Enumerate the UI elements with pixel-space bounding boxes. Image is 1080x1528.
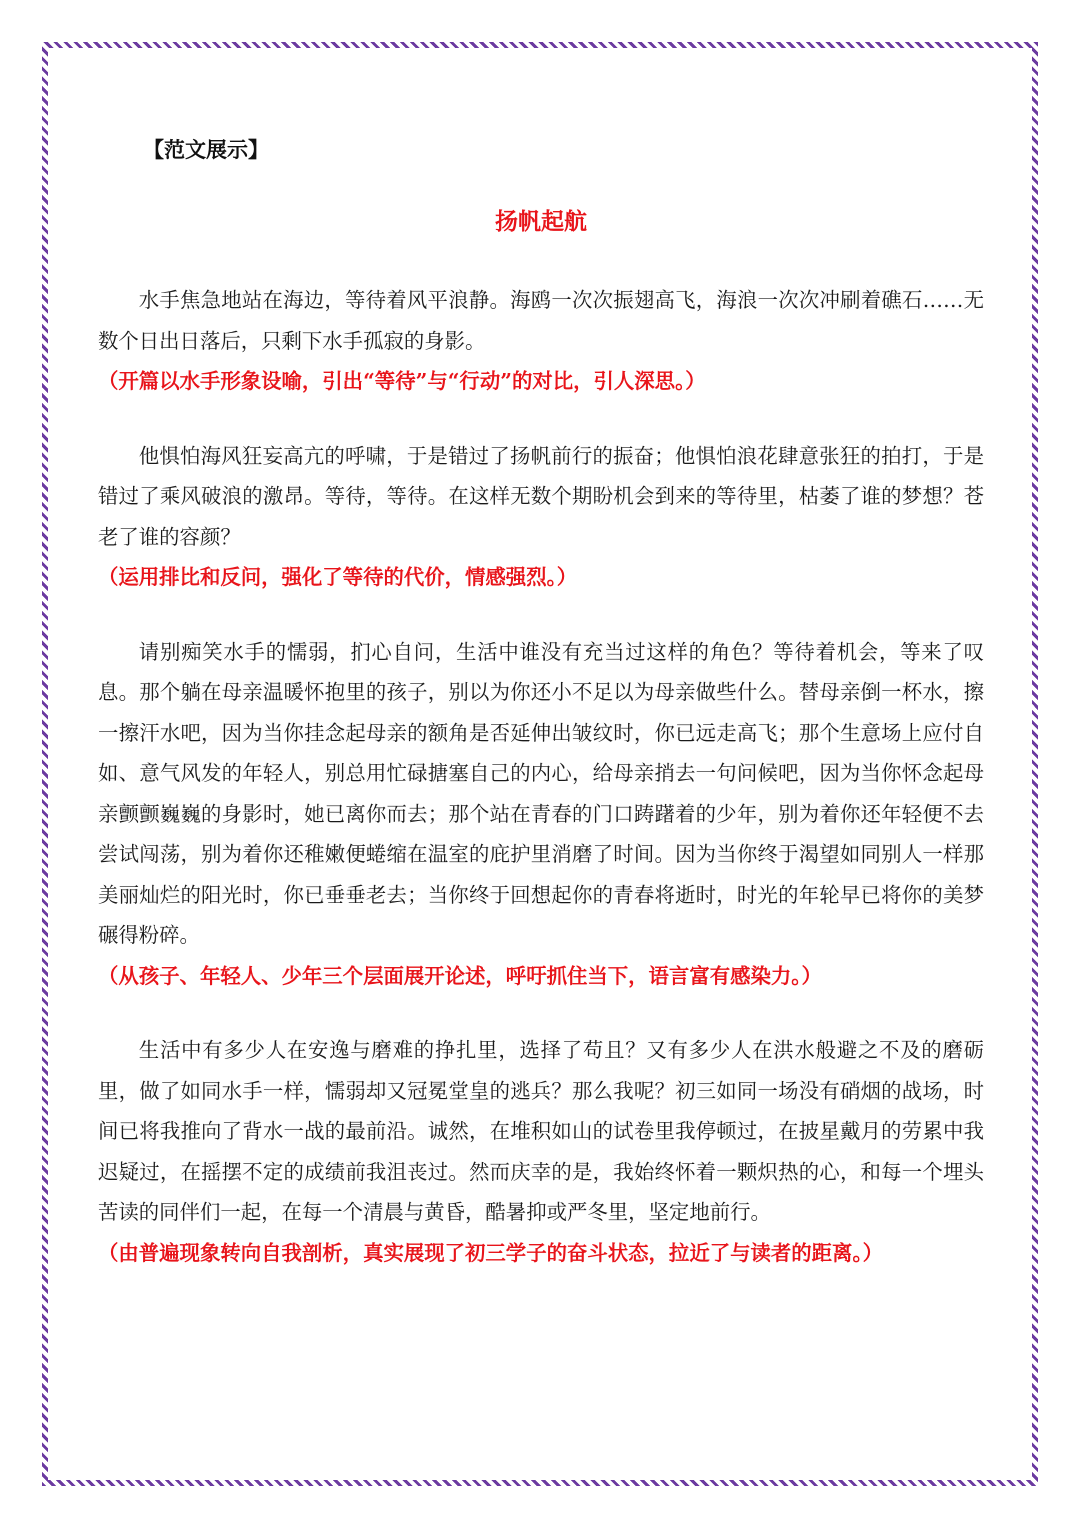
article-title: 扬帆起航 — [495, 208, 587, 235]
essay-paragraph-1: 水手焦急地站在海边，等待着风平浪静。海鸥一次次振翅高飞，海浪一次次冲刷着礁石……无数个日出日落后，只剩下水手孤寂的身影。 — [98, 288, 984, 353]
annotation-comment-4: （由普遍现象转向自我剖析，真实展现了初三学子的奋斗状态，拉近了与读者的距离。） — [98, 1240, 884, 1265]
annotation-comment-1: （开篇以水手形象设喻，引出“等待”与“行动”的对比，引人深思。） — [98, 369, 706, 393]
essay-paragraph-3: 请别痴笑水手的懦弱，扪心自问，生活中谁没有充当过这样的角色？等待着机会，等来了叹息。那个躺在母亲温暖怀抱里的孩子，别以为你还小不足以为母亲做些什么。替母亲倒一杯水，擦一擦汗水吧，因为当你挂念起母亲的额角是否延伸出皱纹时，你已远走高飞；那个生意场上应付自如、意气风发的年轻人，别总用忙碌搪塞自己的内心，给母亲捎去一句问候吧，因为当你怀念起母亲颤颤巍巍的身影时，她已离你而去；那个站在青春的门口踌躇着的少年，别为着你还年轻便不去尝试闯荡，别为着你还稚嫩便蜷缩在温室的庇护里消磨了时间。因为当你终于渴望如同别人一样那美丽灿烂的阳光时，你已垂垂老去；当你终于回想起你的青春将逝时，时光的年轮早已将你的美梦碾得粉碎。 — [98, 639, 984, 947]
essay-paragraph-4: 生活中有多少人在安逸与磨难的挣扎里，选择了苟且？又有多少人在洪水般避之不及的磨砺里，做了如同水手一样，懦弱却又冠冕堂皇的逃兵？那么我呢？初三如同一场没有硝烟的战场，时间已将我推向了背水一战的最前沿。诚然，在堆积如山的试卷里我停顿过，在披星戴月的劳累中我迟疑过，在摇摆不定的成绩前我沮丧过。然而庆幸的是，我始终怀着一颗炽热的心，和每一个埋头苦读的同伴们一起，在每一个清晨与黄昏，酷暑抑或严冬里，坚定地前行。 — [98, 1038, 984, 1224]
essay-content — [98, 130, 984, 1273]
section-label: 【范文展示】 — [143, 137, 269, 162]
essay-paragraph-2: 他惧怕海风狂妄高亢的呼啸，于是错过了扬帆前行的振奋；他惧怕浪花肆意张狂的拍打，于是错过了乘风破浪的激昂。等待，等待。在这样无数个期盼机会到来的等待里，枯萎了谁的梦想？苍老了谁的容颜？ — [98, 443, 984, 549]
annotation-comment-2: （运用排比和反问，强化了等待的代价，情感强烈。） — [98, 565, 578, 589]
annotation-comment-3: （从孩子、年轻人、少年三个层面展开论述，呼吁抓住当下，语言富有感染力。） — [98, 963, 822, 988]
